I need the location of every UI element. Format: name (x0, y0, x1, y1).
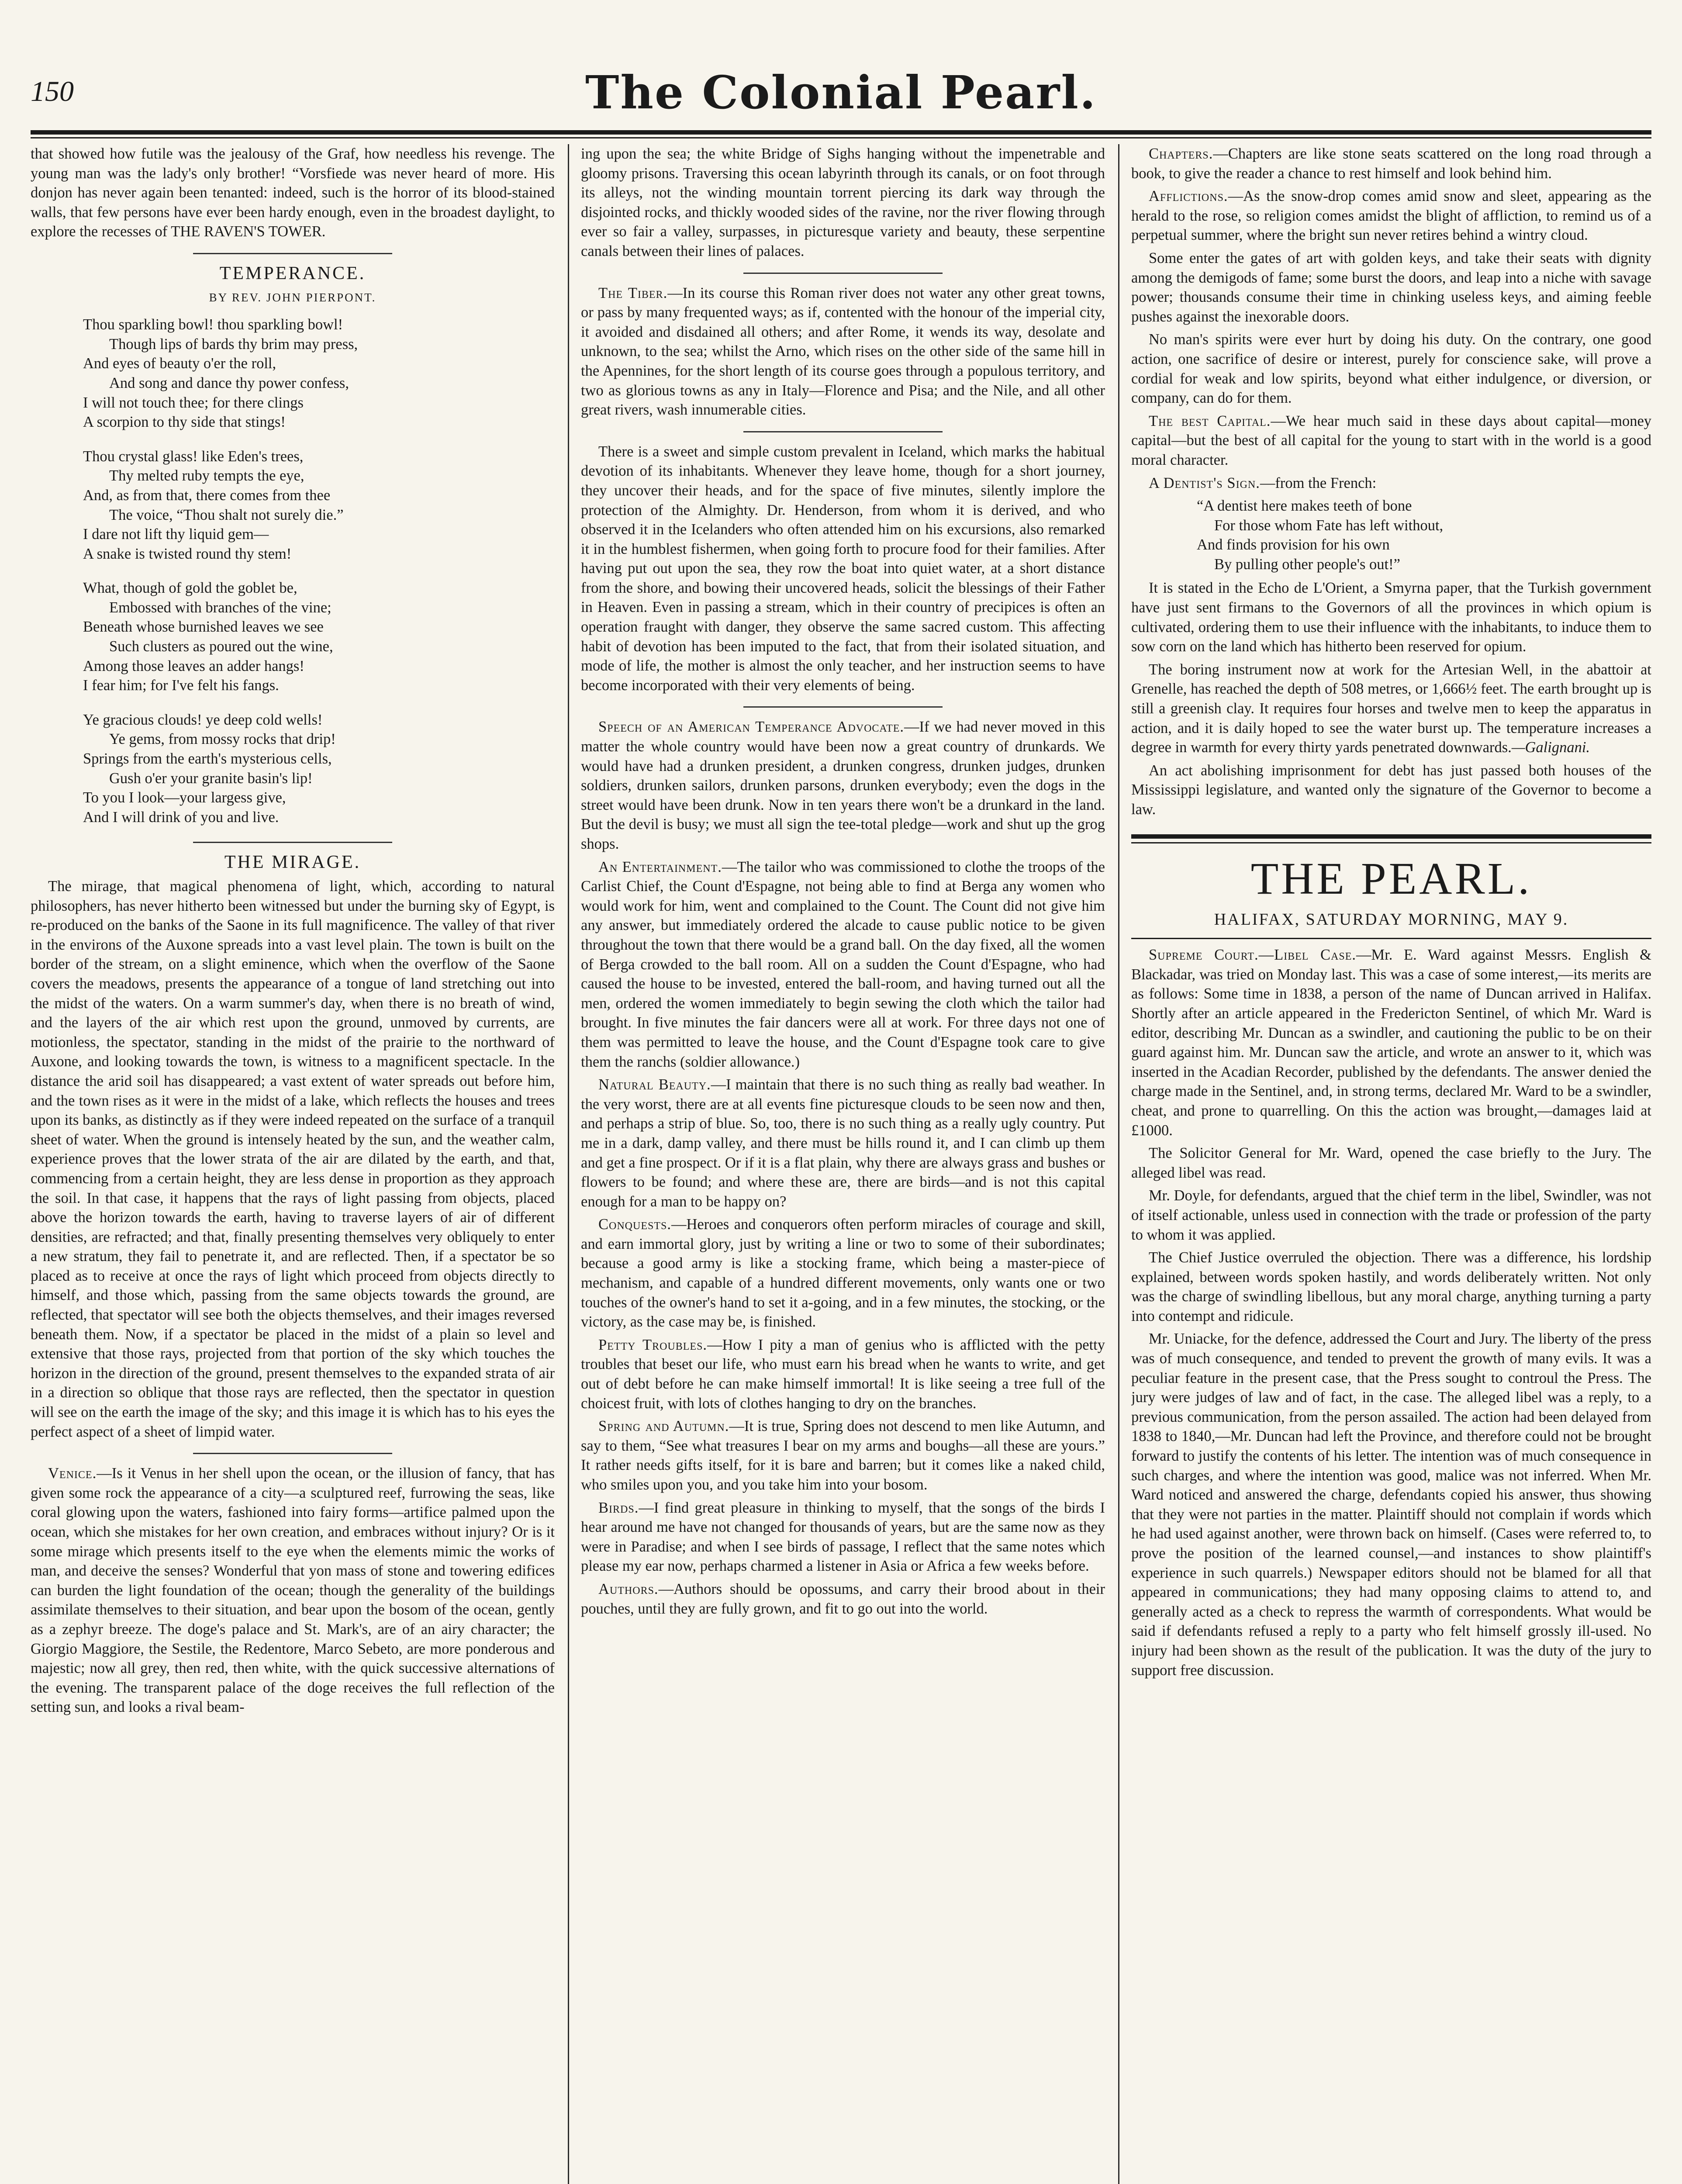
section-divider (743, 431, 943, 432)
spirits-article: No man's spirits were ever hurt by doing his duty. On the contrary, one good action, one sacrifice of desire or interest, purely for conscience sake, will prove a cordial for weak and low spirits, beyond what either indulgence, or diversion, or company, can do for them. (1131, 331, 1651, 407)
poem-stanza (83, 578, 555, 695)
afflictions-article (1131, 187, 1651, 245)
poem-line: Among those leaves an adder hangs! (83, 657, 304, 674)
speech-text: —If we had never moved in this matter the whole country would have been now a great country of drunkards. We would have had a drunken president, a drunken congress, drunken judges, drunken soldiers, drunken sailors, drunken parsons, drunken everybody; even the dogs in the street would have been drunk. Now in ten years there won't be a drunkard in the land. But the devil is busy; we must all sign the tee-total pledge—work and shut up the grog shops. (581, 719, 1105, 852)
dentist-article (1131, 473, 1651, 493)
paper-title: The Colonial Pearl. (585, 66, 1097, 119)
raven-tower-ending: that showed how futile was the jealousy of the Graf, how needless his revenge. The young man was the lady's only brother! “Vorsfiede was never heard of more. His donjon has never again been tenanted: indeed, such is the horror of its blood-stained walls, that few persons have ever been hardy enough, even in the broadest daylight, to explore the recesses of THE RAVEN'S TOWER. (31, 145, 555, 240)
beauty-text: —I maintain that there is no such thing as really bad weather. In the very worst, there are at all events fine picturesque clouds to be seen now and then, and perhaps a strip of blue. So, too, there is no such thing as a really ugly country. Put me in a dark, damp valley, and there must be hills round it, and I can climb up them and get a fine prospect. Or if it is a flat plain, why there are always grass and bushes or flowers to be found; and where these are, there are birds—and is not this capital enough for a man to be happy on? (581, 1076, 1105, 1210)
authors-lead: Authors. (598, 1580, 659, 1597)
artesian-well-source: —Galignani. (1511, 739, 1590, 756)
editorial-dateline: HALIFAX, SATURDAY MORNING, MAY 9. (1214, 910, 1569, 929)
entertainment-text: —The tailor who was commissioned to clothe the troops of the Carlist Chief, the Count d'Espagne, not being able to find at Berga any women who would work for him, went and complained to the Count. The Count did not give him any answer, but immediately ordered the alcade to cause public notice to be given throughout the town that there would be a grand ball. On the day fixed, all the women of Berga crowded to the ball room. All on a sudden the Count d'Espagne, who had caused the house to be invested, entered the ball-room, and having turned out all the men, ordered the women immediately to begin sewing the cloth which the tailor had brought. In five minutes the fair dancers were all at work. For three days not one of them was permitted to leave the house, and the Count d'Espagne took care to give them the ranchs (soldier allowance.) (581, 858, 1105, 1070)
conquests-text: —Heroes and conquerors often perform miracles of courage and skill, and earn immortal glory, just by writing a line or two to some of their subordinates; because a good army is like a stocking frame, which being a master-piece of mechanism, and capable of a hundred different movements, only wants one or two touches of the owner's hand to set it a-going, and in a few minutes, the stocking, or the victory, as the case may be, is finished. (581, 1216, 1105, 1330)
masthead-rule-thin (31, 137, 1651, 138)
poem-stanza (83, 315, 555, 432)
verse-line: “A dentist here makes teeth of bone (1197, 498, 1412, 515)
chief-justice-paragraph: The Chief Justice overruled the objection. There was a difference, his lordship explained, between words spoken hastily, and words deliberately written. Not only was the charge of swindling libellous, but any moral charge, anything turning a party into contempt and ridicule. (1131, 1249, 1651, 1324)
artesian-well-text: The boring instrument now at work for the Artesian Well, in the abattoir at Grenelle, has reached the depth of 508 metres, or 1,666½ feet. The earth brought up is still a greenish clay. It requires four horses and twelve men to keep the apparatus in action, and it is daily hoped to see the water burst up. The temperature increases a degree in warmth for every thirty yards penetrated downwards. (1131, 661, 1651, 756)
editorial-rule (1131, 834, 1651, 843)
authors-article (581, 1579, 1105, 1618)
doyle-paragraph: Mr. Doyle, for defendants, argued that the chief term in the libel, Swindler, was not of itself actionable, unless used in connection with the trade or profession of the party to whom it was applied. (1131, 1187, 1651, 1243)
entertainment-lead: An Entertainment. (598, 858, 722, 875)
poem-line: I fear him; for I've felt his fangs. (83, 677, 279, 694)
conquests-article (581, 1215, 1105, 1332)
poem-line: A snake is twisted round thy stem! (83, 545, 292, 562)
uniacke-paragraph: Mr. Uniacke, for the defence, addressed the Court and Jury. The liberty of the press was of much consequence, and tended to prevent the growth of many evils. It was a peculiar feature in the present case, that the Press sought to controul the Press. The jury were judges of law and of fact, in the case. The alleged libel was a reply, to a previous communication, from the person assailed. The action had been delayed from 1838 to 1840,—Mr. Duncan had left the Province, and therefore could not be brought forward to justify the contents of his letter. The intention was of much consequence in such charges, and where the intention was good, malice was not inferred. When Mr. Ward noticed and answered the charge, defendants copied his answer, thus showing that they were not parties in the matter. Plaintiff should not complain if words which he had used against another, were thrown back on himself. (Cases were referred to, to prove the position of the learned counsel,—and instances to show plaintiff's experience in such quarrels.) Newspaper editors should not be blamed for all that appeared in communications; they had many opposing claims to attend to, and generally acted as a check to repress the warmth of correspondents. What would be said if defendants refused a reply to a party who felt himself grossly ill-used. No injury had been shown as the result of the publication. It was the duty of the jury to support free discussion. (1131, 1330, 1651, 1679)
venice-lead: Venice. (48, 1465, 97, 1482)
tiber-article (581, 283, 1105, 420)
libel-case-lead: Supreme Court.—Libel Case. (1149, 947, 1357, 964)
debt-article: An act abolishing imprisonment for debt has just passed both houses of the Mississippi legislature, and wanted only the signature of the Governor to become a law. (1131, 762, 1651, 818)
venice-text: —Is it Venus in her shell upon the ocean, or the illusion of fancy, that has given some rock the appearance of a city—a sculptured reef, furrowing the seas, like coral glowing upon the waters, fashioned into fairy forms—artifice palmed upon the ocean, which she mistakes for her own creation, and embraces without injury? Or is it some mirage which presents itself to the eye when the elements mimic the works of man, and deceive the senses? Wonderful that yon mass of stone and towering edifices can burden the light foundation of the ocean; though the generality of the buildings assimilate themselves to their situation, and bear upon the bosom of the ocean, gently as a zephyr breeze. The doge's palace and St. Mark's, are of an airy character; the Giorgio Maggiore, the Sestile, the Redentore, Marco Sebeto, are more ponderous and majestic; now all grey, then red, then white, with the quick successive alternations of the evening. The transparent palace of the doge receives the full reflection of the setting sun, and looks a rival beam- (31, 1465, 555, 1716)
column-rule (1118, 144, 1119, 2184)
poem-line: Thou crystal glass! like Eden's trees, (83, 448, 304, 465)
conquests-lead: Conquests. (598, 1216, 671, 1233)
verse-line: By pulling other people's out!” (1214, 556, 1400, 573)
petty-troubles-lead: Petty Troubles. (598, 1336, 708, 1353)
column-3 (1131, 144, 1651, 2184)
section-divider (743, 706, 943, 708)
echo-article: It is stated in the Echo de L'Orient, a Smyrna paper, that the Turkish government have just sent firmans to the Governors of all the provinces in which opium is cultivated, ordering them to use their influence with the inhabitants, to induce them to sow corn on the land which has hitherto been reserved for opium. (1131, 580, 1651, 655)
authors-text: —Authors should be opossums, and carry their brood about in their pouches, until they are fully grown, and fit to go out into the world. (581, 1580, 1105, 1617)
dentist-intro: —from the French: (1260, 474, 1377, 491)
spring-autumn-lead: Spring and Autumn. (598, 1418, 729, 1435)
poem-stanza (83, 447, 555, 564)
poem-line: Thy melted ruby tempts the eye, (109, 467, 304, 484)
poem-line: Beneath whose burnished leaves we see (83, 619, 324, 636)
dateline-rule (1131, 938, 1651, 939)
poem-stanza (83, 710, 555, 827)
temperance-poem (83, 315, 555, 827)
speech-article (581, 717, 1105, 854)
afflictions-lead: Afflictions. (1149, 188, 1228, 205)
poem-line: Ye gems, from mossy rocks that drip! (109, 731, 336, 748)
masthead (31, 66, 1651, 131)
poem-line: Embossed with branches of the vine; (109, 599, 332, 616)
afflictions-text: —As the snow-drop comes amid snow and sleet, appearing as the herald to the rose, so religion comes amidst the blight of affliction, to remind us of a perpetual summer, where the bright sun never retires behind a wintry cloud. (1131, 188, 1651, 244)
birds-lead: Birds. (598, 1499, 639, 1516)
poem-line: To you I look—your largess give, (83, 789, 286, 806)
mirage-article: The mirage, that magical phenomena of light, which, according to natural philosophers, has never hitherto been witnessed but under the burning sky of Egypt, is re-produced on the banks of the Saone in its full magnificence. The valley of that river in the environs of the Auxone spreads into a vast level plain. The town is built on the border of the stream, on a slight eminence, which when the overflow of the Saone covers the meadows, presents the appearance of a tongue of land stretching out into the midst of the waters. On a warm summer's day, when there is no breath of wind, and the layers of the air which rest upon the ground, unmoved by currents, are motionless, the spectator, standing in the midst of the prairie to the northward of Auxone, and looking towards the town, is witness to a magnificent spectacle. In the distance the arid soil has disappeared; a vast extent of water spreads out before him, and the town rises as it were in the midst of a lake, which reflects the houses and trees upon its banks, as distinctly as if they were indeed repeated on the surface of a tranquil sheet of water. When the ground is intensely heated by the sun, and the weather calm, experience proves that the lower strata of the air are dilated by the earth, and that, commencing from a certain height, they are less dense in proportion as they approach the soil. In that case, it happens that the rays of light passing from objects, placed above the horizon towards the earth, having to traverse layers of air of different densities, are refracted; and that, finally presenting themselves very obliquely to enter a new stratum, they fail to penetrate it, and are reflected. Then, if a spectator be so placed as to receive at once the rays of light which proceed from objects directly to himself, and those which, passing from the same objects towards the ground, are reflected, that spectator will see both the objects themselves, and their images reversed beneath them. Now, if a spectator be placed in the midst of a plain so level and extensive that those rays, projected from that portion of the sky which touches the horizon in the direction of the ground, present themselves to the expanded strata of air in a direction so oblique that those rays are reflected, then the spectator in question will see on the earth the image of the sky; and this image it is which has to his eyes the perfect aspect of a sheet of limpid water. (31, 878, 555, 1440)
chapters-lead: Chapters. (1149, 145, 1213, 162)
page-number: 150 (31, 76, 74, 107)
poem-line: And song and dance thy power confess, (109, 374, 349, 391)
petty-troubles-article (581, 1335, 1105, 1413)
editorial-section (1131, 834, 1651, 940)
temperance-heading: TEMPERANCE. (219, 263, 366, 283)
poem-line: Springs from the earth's mysterious cells, (83, 750, 332, 767)
solicitor-paragraph: The Solicitor General for Mr. Ward, opened the case briefly to the Jury. The alleged libel was read. (1131, 1145, 1651, 1181)
dentist-lead: A Dentist's Sign. (1149, 474, 1260, 491)
verse-line: For those whom Fate has left without, (1214, 517, 1444, 534)
section-divider (193, 253, 392, 254)
section-divider (193, 842, 392, 843)
column-rule (568, 144, 569, 2184)
chapters-text: —Chapters are like stone seats scattered on the long road through a book, to give the reader a chance to rest himself and look behind him. (1131, 145, 1651, 182)
poem-line: I will not touch thee; for there clings (83, 394, 304, 411)
venice-article (31, 1464, 555, 1717)
poem-line: Though lips of bards thy brim may press, (109, 335, 358, 352)
artesian-well-article (1131, 660, 1651, 757)
tiber-lead: The Tiber. (598, 284, 668, 301)
column-1 (31, 144, 555, 2184)
birds-text: —I find great pleasure in thinking to myself, that the songs of the birds I hear around me have not changed for thousands of years, but are the same now as they were in Paradise; and when I see birds of passage, I reflect that the same notes which please my ear now, perhaps charmed a listener in Asia or Africa a few weeks before. (581, 1499, 1105, 1575)
poem-line: Thou sparkling bowl! thou sparkling bowl! (83, 316, 343, 333)
tiber-text: —In its course this Roman river does not water any other great towns, or pass by many frequented ways; as if, contented with the honour of the imperial city, it avoided and disdained all others; and after Rome, it wends its way, desolate and unknown, to the sea; whilst the Arno, which rises on the other side of the same hill in the Apennines, for the short length of its course goes through a populous territory, and two as glorious towns as any in Italy—Florence and Pisa; and the Nile, and all other great rivers, wash innumerable cities. (581, 284, 1105, 418)
poem-line: I dare not lift thy liquid gem— (83, 526, 269, 543)
section-divider (193, 1453, 392, 1454)
mirage-heading: THE MIRAGE. (224, 852, 361, 873)
venice-continued: ing upon the sea; the white Bridge of Sighs hanging without the impenetrable and gloomy prisons. Traversing this ocean labyrinth through its canals, or on foot through its alleys, not the winding mountain torrent piercing its dark way through the disjointed rocks, and thickly wooded sides of the ravine, nor the river flowing through ever so fair a valley, surpasses, in picturesque variety and beauty, these serpentine canals between their lines of palaces. (581, 145, 1105, 259)
dentist-verse (1197, 496, 1651, 574)
editorial-title: THE PEARL. (1250, 853, 1532, 904)
verse-line: And finds provision for his own (1197, 536, 1390, 553)
beauty-lead: Natural Beauty. (598, 1076, 711, 1093)
speech-lead: Speech of an American Temperance Advocate. (598, 719, 905, 736)
column-2 (581, 144, 1105, 2184)
iceland-article: There is a sweet and simple custom prevalent in Iceland, which marks the habitual devotion of its inhabitants. Whenever they leave home, though for a short journey, they uncover their heads, and for the space of five minutes, silently implore the protection of the Almighty. Dr. Henderson, from whom it is derived, and who observed it in the Icelanders who often attended him on his excursions, also remarked it in the humblest fishermen, when going forth to procure food for their families. After having put out upon the sea, they row the boat into quiet water, at a short distance from the shore, and bowing their uncovered heads, solicit the blessings of their Father in Heaven. Even in passing a stream, which in their country of precipices is often an operation fraught with danger, they observe the same sacred custom. This affecting habit of devotion has been imputed to the fact, that from their isolated situation, and mode of life, the mother is almost the only teacher, and her instruction seems to have become incorporated with their very elements of being. (581, 443, 1105, 694)
spring-autumn-article (581, 1417, 1105, 1494)
poem-line: And eyes of beauty o'er the roll, (83, 355, 276, 372)
poem-line: And I will drink of you and live. (83, 809, 279, 826)
beauty-article (581, 1075, 1105, 1211)
libel-case-text: —Mr. E. Ward against Messrs. English & Blackadar, was tried on Monday last. This was a case of some interest,—its merits are as follows: Some time in 1838, a person of the name of Duncan arrived in Halifax. Shortly after an article appeared in the Fredericton Sentinel, of which Mr. Ward is editor, describing Mr. Duncan as a swindler, and cautioning the public to be on their guard against him. Mr. Duncan saw the article, and wrote an answer to it, which was inserted in the Acadian Recorder, published by the defendants. The answer denied the charge made in the Sentinel, and, in strong terms, declared Mr. Ward to be a swindler, cheat, and prone to quarrelling. On this the action was brought,—damages laid at £1000. (1131, 947, 1651, 1139)
entertainment-article (581, 857, 1105, 1072)
birds-article (581, 1498, 1105, 1576)
poem-line: What, though of gold the goblet be, (83, 580, 297, 597)
section-divider (743, 273, 943, 274)
temperance-byline: BY REV. JOHN PIERPONT. (209, 290, 376, 304)
spring-autumn-text: —It is true, Spring does not descend to men like Autumn, and say to them, “See what treasures I bear on my arms and boughs—all these are yours.” It rather needs gifts itself, for it is bare and barren; but it comes like a naked child, who smiles upon you, and you take him into your bosom. (581, 1418, 1105, 1493)
poem-line: The voice, “Thou shalt not surely die.” (109, 506, 344, 523)
petty-troubles-text: —How I pity a man of genius who is afflicted with the petty troubles that beset our life, who must earn his bread when he wants to write, and get out of debt before he can make himself immortal! It is like seeing a tree full of the choicest fruit, with lots of clothes hanging to dry on the branches. (581, 1336, 1105, 1412)
poem-line: Ye gracious clouds! ye deep cold wells! (83, 711, 323, 728)
libel-case-article (1131, 945, 1651, 1140)
poem-line: Such clusters as poured out the wine, (109, 638, 333, 655)
gates-article: Some enter the gates of art with golden keys, and take their seats with dignity among the demigods of fame; some burst the doors, and leap into a niche with savage power; thousands consume their time in chinking useless keys, and aiming feeble pushes against the inexorable doors. (1131, 249, 1651, 325)
capital-lead: The best Capital. (1149, 412, 1271, 429)
capital-text: —We hear much said in these days about capital—money capital—but the best of all capital for the young to start with in the world is a good moral character. (1131, 412, 1651, 468)
capital-article (1131, 411, 1651, 470)
poem-line: Gush o'er your granite basin's lip! (109, 770, 313, 787)
poem-line: A scorpion to thy side that stings! (83, 414, 286, 431)
chapters-article (1131, 144, 1651, 183)
masthead-rule-thick (31, 130, 1651, 135)
poem-line: And, as from that, there comes from thee (83, 487, 331, 504)
